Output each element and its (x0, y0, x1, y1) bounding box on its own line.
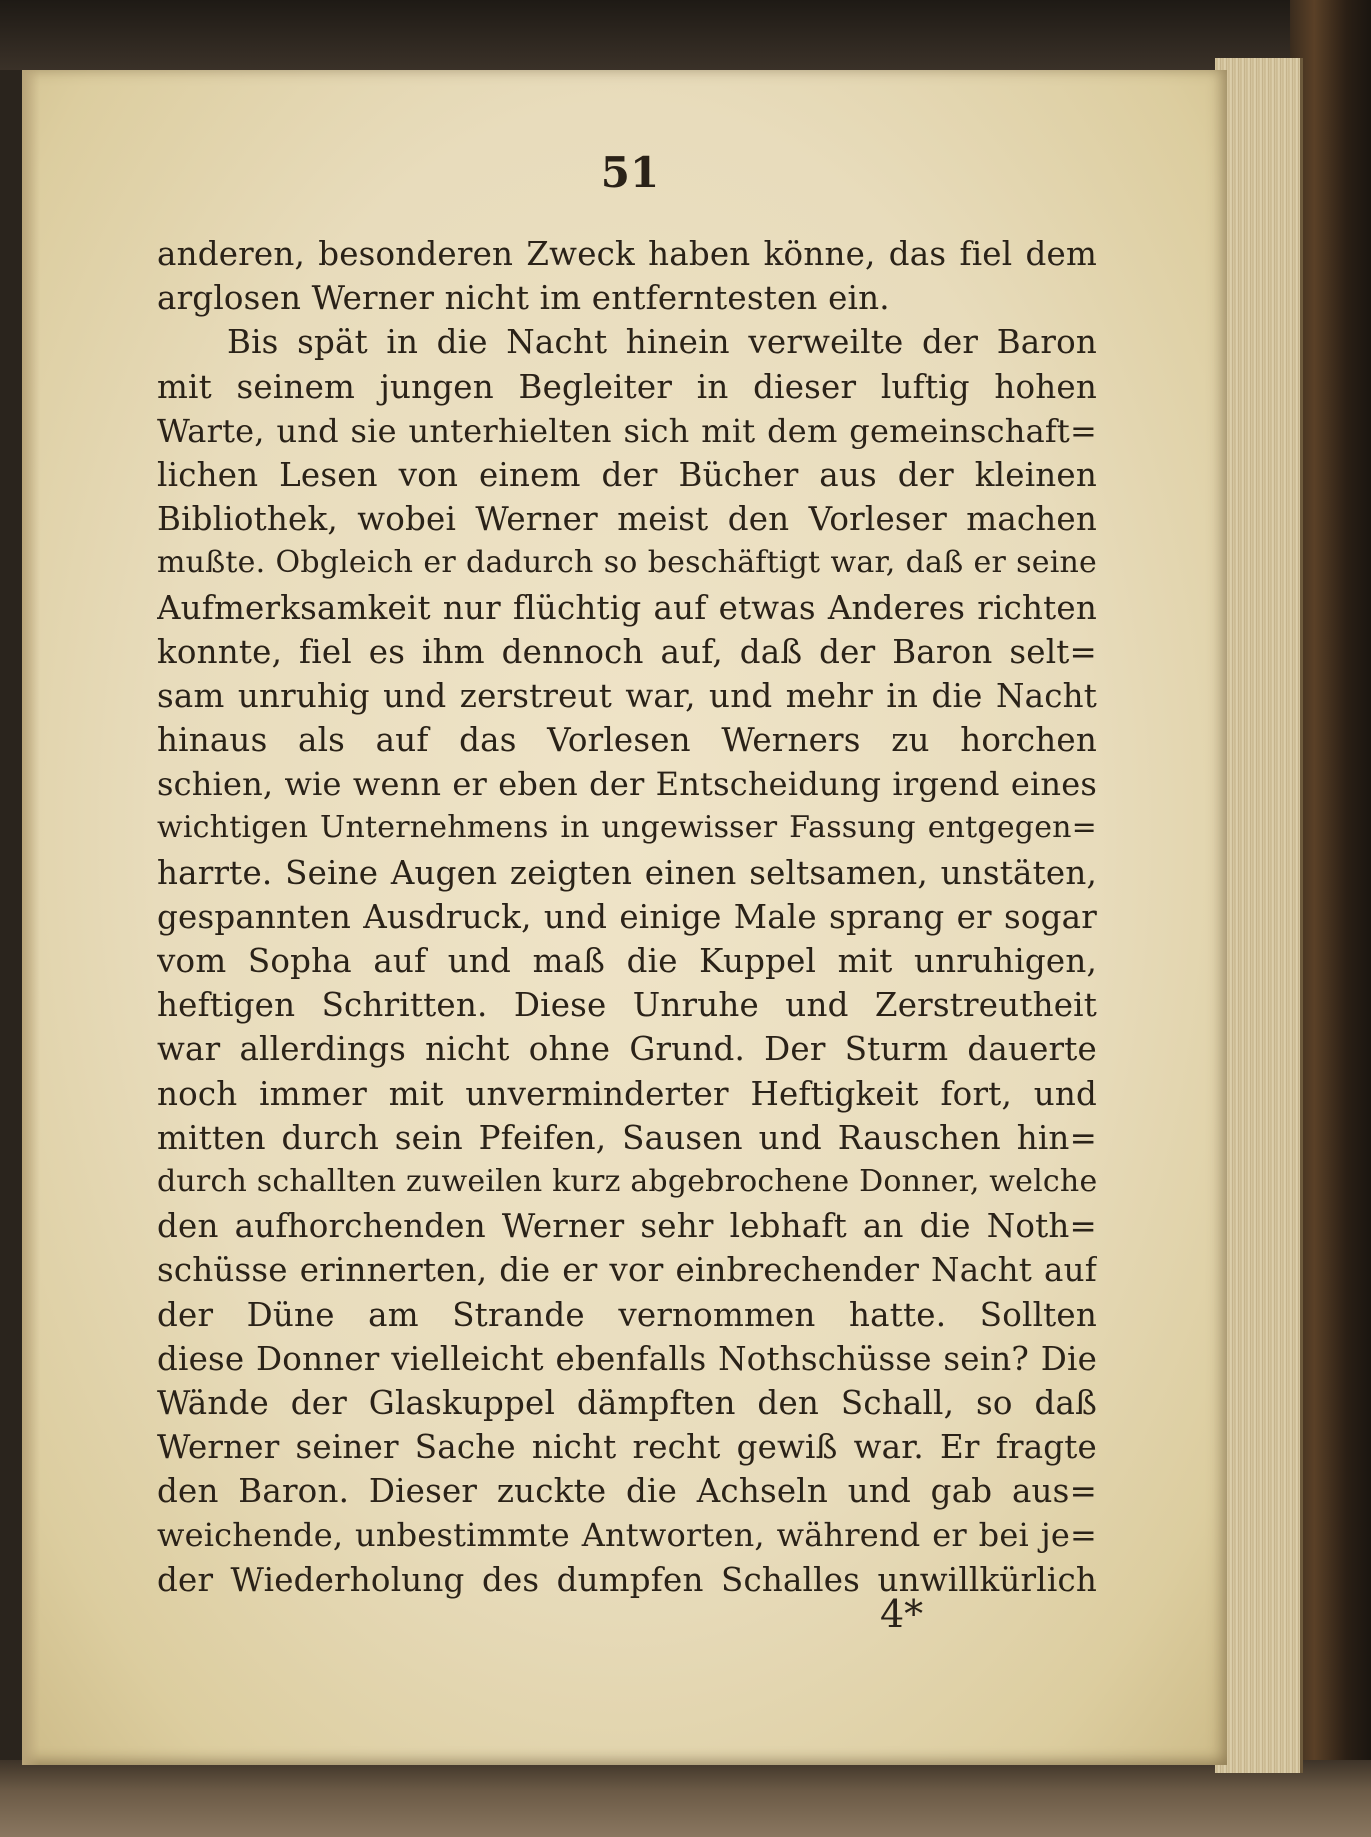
page-stack-edges (1215, 58, 1303, 1773)
text-line: Bis spät in die Nacht hinein verweilte der Baron (227, 323, 1097, 362)
text-line: wichtigen Unternehmens in ungewisser Fassung entgegen= (157, 810, 1097, 846)
text-line: schien, wie wenn er eben der Entscheidung irgend eines (157, 765, 1097, 804)
text-line: mitten durch sein Pfeifen, Sausen und Rauschen hin= (157, 1118, 1097, 1157)
text-line: den aufhorchenden Werner sehr lebhaft an die Noth= (157, 1207, 1097, 1246)
text-line: Werner seiner Sache nicht recht gewiß war. Er fragte (157, 1428, 1097, 1467)
text-line: schüsse erinnerten, die er vor einbrechender Nacht auf (157, 1251, 1097, 1290)
text-line: Bibliothek, wobei Werner meist den Vorleser machen (157, 500, 1097, 539)
text-line: noch immer mit unverminderter Heftigkeit fort, und (157, 1074, 1097, 1113)
text-line: Aufmerksamkeit nur flüchtig auf etwas Anderes richten (157, 588, 1097, 627)
body-text (157, 232, 1097, 1602)
text-line: konnte, fiel es ihm dennoch auf, daß der Baron selt= (157, 632, 1097, 671)
text-line: den Baron. Dieser zuckte die Achseln und gab aus= (157, 1472, 1097, 1511)
text-line: harrte. Seine Augen zeigten einen seltsamen, unstäten, (157, 853, 1097, 892)
text-line: weichende, unbestimmte Antworten, während er bei je= (157, 1516, 1097, 1555)
text-line: anderen, besonderen Zweck haben könne, das fiel dem (157, 235, 1097, 273)
text-line: gespannten Ausdruck, und einige Male sprang er sogar (157, 897, 1097, 936)
text-line: heftigen Schritten. Diese Unruhe und Zerstreutheit (157, 986, 1097, 1025)
text-line: vom Sopha auf und maß die Kuppel mit unruhigen, (157, 942, 1097, 980)
text-line: lichen Lesen von einem der Bücher aus der kleinen (157, 455, 1097, 494)
text-line: hinaus als auf das Vorlesen Werners zu horchen (157, 721, 1097, 760)
text-line: der Wiederholung des dumpfen Schalles unwillkürlich (157, 1560, 1097, 1599)
printer-signature-mark: 4* (880, 1592, 924, 1636)
text-line: mußte. Obgleich er dadurch so beschäftigt war, daß er seine (157, 545, 1097, 581)
page-number: 51 (600, 148, 660, 197)
text-line: der Düne am Strande vernommen hatte. Sollten (157, 1295, 1097, 1334)
book-cover-bottom-edge (0, 1760, 1371, 1837)
text-line: durch schallten zuweilen kurz abgebrochene Donner, welche (157, 1163, 1097, 1199)
book-cover-top-edge (0, 0, 1371, 70)
text-line: diese Donner vielleicht ebenfalls Nothschüsse sein? Die (157, 1339, 1097, 1378)
text-line: Warte, und sie unterhielten sich mit dem gemeinschaft= (157, 411, 1097, 450)
text-line: war allerdings nicht ohne Grund. Der Sturm dauerte (157, 1030, 1097, 1069)
text-line: arglosen Werner nicht im entferntesten ein. (157, 279, 890, 318)
text-line: Wände der Glaskuppel dämpften den Schall, so daß (157, 1383, 1097, 1422)
page-gutter (22, 70, 40, 1765)
text-line: sam unruhig und zerstreut war, und mehr in die Nacht (157, 676, 1097, 715)
text-line: mit seinem jungen Begleiter in dieser luftig hohen (157, 367, 1097, 406)
